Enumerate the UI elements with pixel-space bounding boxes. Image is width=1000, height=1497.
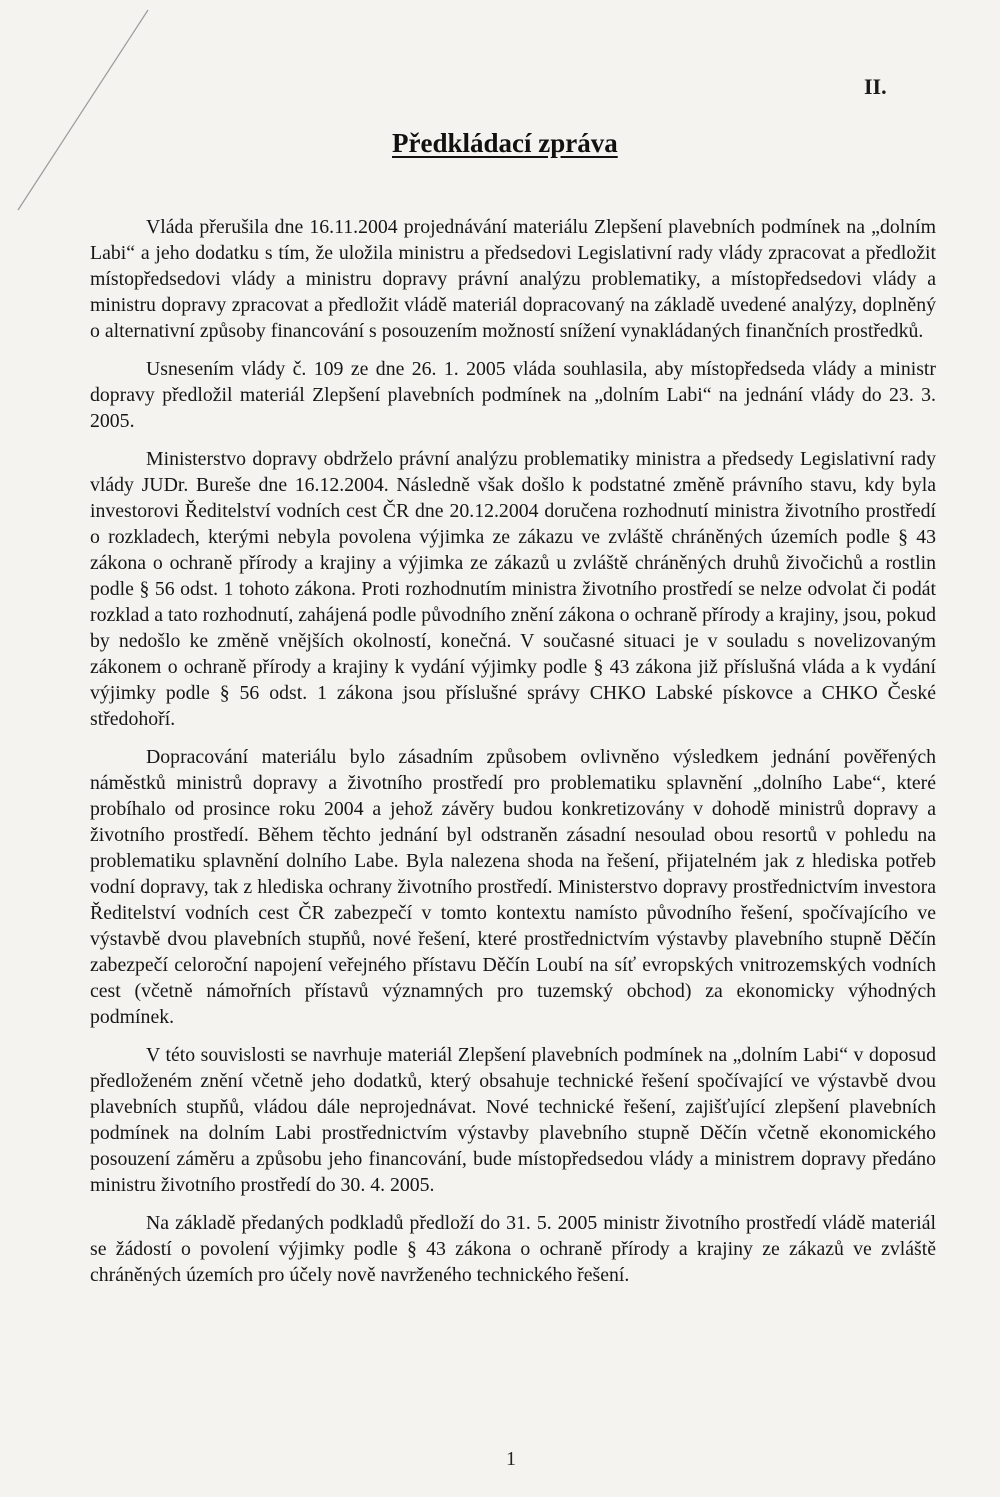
page-section-mark: II. [864,74,887,99]
document-title: Předkládací zpráva [392,128,618,158]
page-number: 1 [506,1448,516,1470]
paragraph-2: Usnesením vlády č. 109 ze dne 26. 1. 2005 vláda souhlasila, aby místopředseda vlády a ministr dopravy předložil materiál Zlepšení plavebních podmínek na „dolním Labi“ na jednání vlády do 23. 3. 2005. [90,358,936,432]
paragraph-3: Ministerstvo dopravy obdrželo právní analýzu problematiky ministra a předsedy Legislativní rady vlády JUDr. Bureše dne 16.12.2004. Následně však došlo k podstatné změně právního stavu, kdy byla investorovi Ředitelství vodních cest ČR dne 20.12.2004 doručena rozhodnutí ministra životního prostředí o rozkladech, kterými nebyla povolena výjimka ze zákazu ve zvláště chráněných územích podle § 43 zákona o ochraně přírody a krajiny a výjimka ze zákazů u zvláště chráněných druhů živočichů a rostlin podle § 56 odst. 1 tohoto zákona. Proti rozhodnutím ministra životního prostředí se nelze odvolat či podát rozklad a tato rozhodnutí, zahájená podle původního znění zákona o ochraně přírody a krajiny, jsou, pokud by nedošlo ke změně vnějších okolností, konečná. V současné situaci je v souladu s novelizovaným zákonem o ochraně přírody a krajiny k vydání výjimky podle § 43 zákona již příslušná vláda a k vydání výjimky podle § 56 odst. 1 zákona jsou příslušné správy CHKO Labské pískovce a CHKO České středohoří. [90,448,936,730]
paragraph-1: Vláda přerušila dne 16.11.2004 projednávání materiálu Zlepšení plavebních podmínek na „dolním Labi“ a jeho dodatku s tím, že uložila ministru a předsedovi Legislativní rady vlády zpracovat a předložit místopředsedovi vlády a ministru dopravy právní analýzu problematiky, a místopředsedovi vlády a ministru dopravy zpracovat a předložit vládě materiál dopracovaný na základě uvedené analýzy, doplněný o alternativní způsoby financování s posouzením možností snížení vynakládaných finančních prostředků. [90,216,936,342]
paragraph-5: V této souvislosti se navrhuje materiál Zlepšení plavebních podmínek na „dolním Labi“ v doposud předloženém znění včetně jeho dodatků, který obsahuje technické řešení spočívající ve výstavbě dvou plavebních stupňů, vládou dále neprojednávat. Nové technické řešení, zajišťující zlepšení plavebních podmínek na dolním Labi prostřednictvím výstavby plavebního stupně Děčín včetně ekonomického posouzení záměru a způsobu jeho financování, bude místopředsedou vlády a ministrem dopravy předáno ministru životního prostředí do 30. 4. 2005. [90,1044,936,1196]
paragraph-4: Dopracování materiálu bylo zásadním způsobem ovlivněno výsledkem jednání pověřených náměstků ministrů dopravy a životního prostředí pro problematiku splavnění „dolního Labe“, které probíhalo od prosince roku 2004 a jehož závěry budou konkretizovány v dohodě ministrů dopravy a životního prostředí. Během těchto jednání byl odstraněn zásadní nesoulad obou resortů v pohledu na problematiku splavnění dolního Labe. Byla nalezena shoda na řešení, přijatelném jak z hlediska potřeb vodní dopravy, tak z hlediska ochrany životního prostředí. Ministerstvo dopravy prostřednictvím investora Ředitelství vodních cest ČR zabezpečí v tomto kontextu namísto původního řešení, spočívajícího ve výstavbě dvou plavebních stupňů, nové řešení, které prostřednictvím výstavby plavebního stupně Děčín zabezpečí celoroční napojení veřejného přístavu Děčín Loubí na síť evropských vnitrozemských vodních cest (včetně námořních přístavů významných pro tuzemský obchod) za ekonomicky výhodných podmínek. [90,746,936,1028]
document-body [90,214,936,1300]
scan-artifact-stroke [18,10,148,210]
paragraph-6: Na základě předaných podkladů předloží do 31. 5. 2005 ministr životního prostředí vládě materiál se žádostí o povolení výjimky podle § 43 zákona o ochraně přírody a krajiny ze zákazů ve zvláště chráněných územích pro účely nově navrženého technického řešení. [90,1212,936,1286]
